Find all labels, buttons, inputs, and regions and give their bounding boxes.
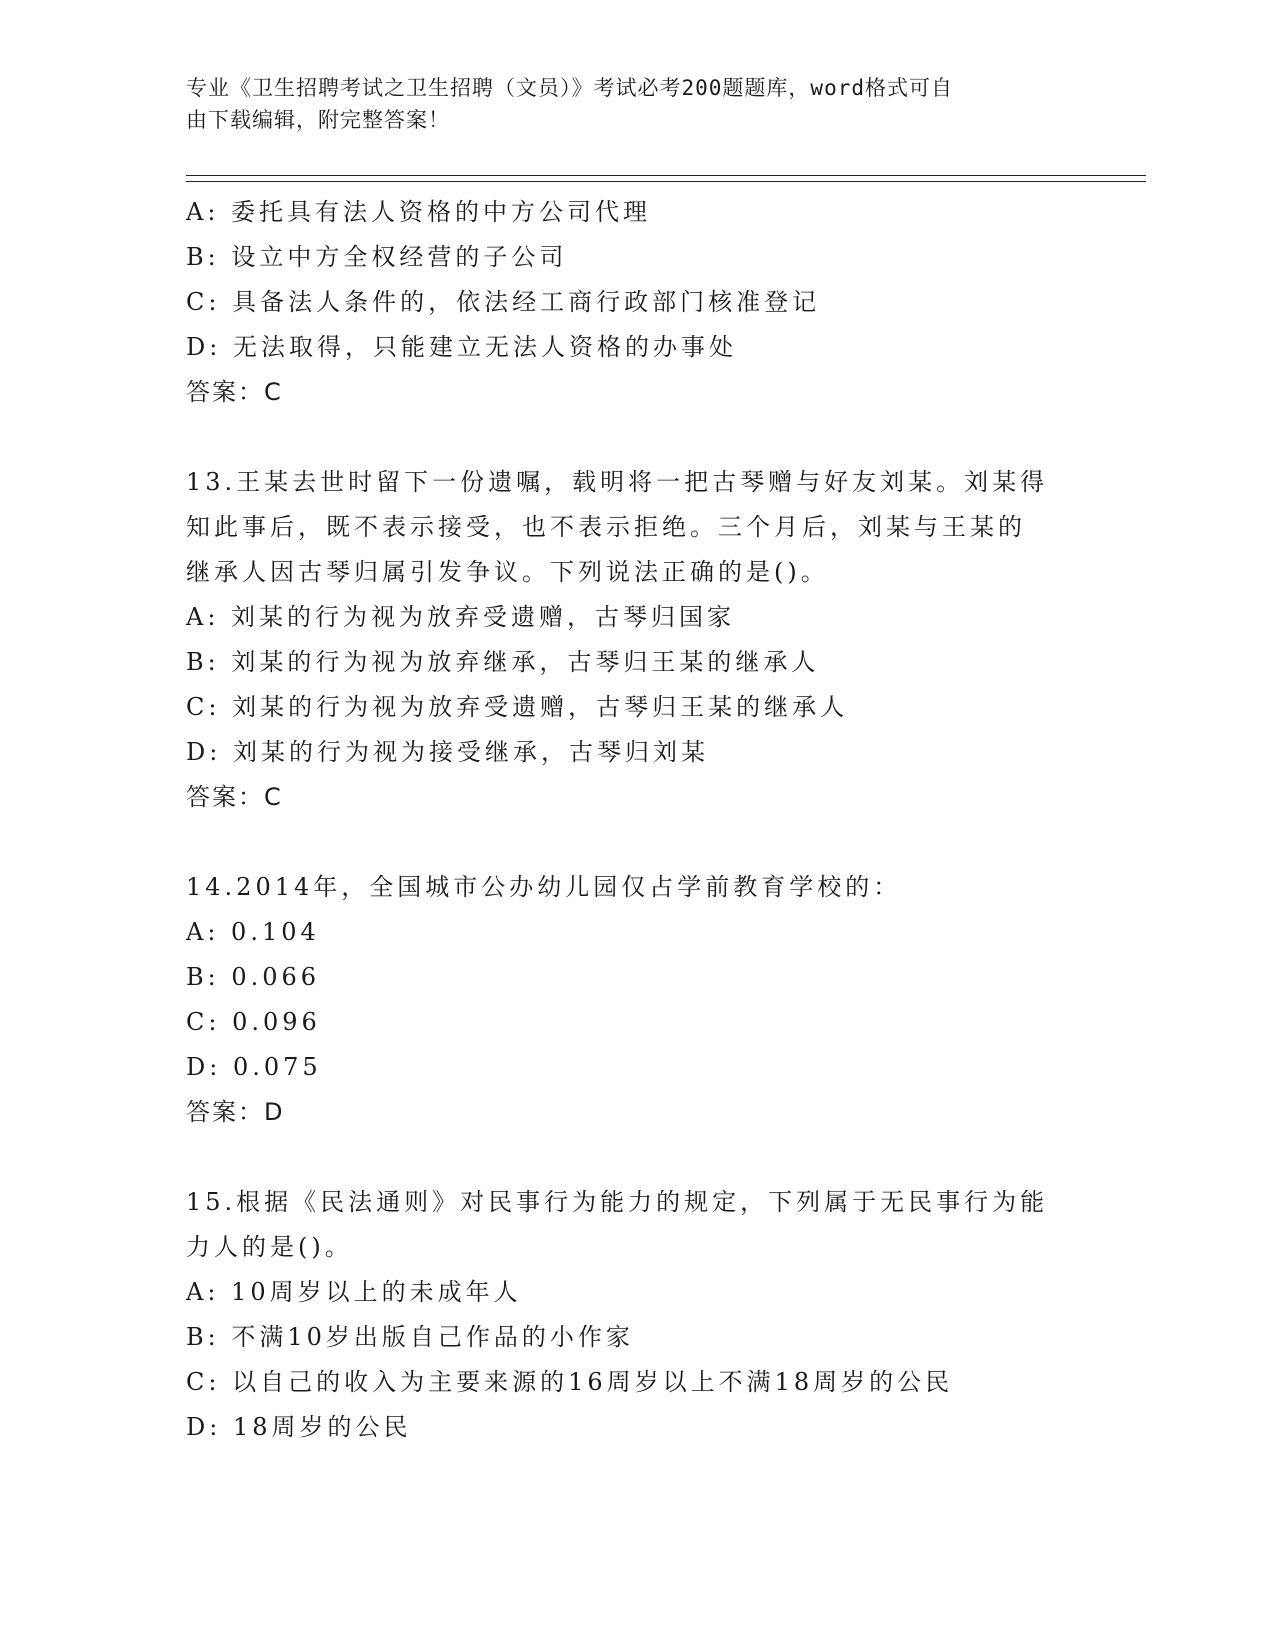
question-14	[186, 865, 1086, 1135]
option-d: D: 无法取得，只能建立无法人资格的办事处	[186, 333, 737, 361]
answer-line: 答案：C	[186, 783, 283, 811]
answer-line: 答案：C	[186, 378, 283, 406]
option-c: C: 0.096	[186, 1008, 321, 1036]
option-a: A: 刘某的行为视为放弃受遗赠，古琴归国家	[186, 603, 736, 631]
question-stem-line: 13.王某去世时留下一份遗嘱，载明将一把古琴赠与好友刘某。刘某得	[186, 468, 1049, 496]
option-a: A: 0.104	[186, 918, 320, 946]
question-stem-line: 14.2014年，全国城市公办幼儿园仅占学前教育学校的：	[186, 873, 902, 901]
question-stem-line: 15.根据《民法通则》对民事行为能力的规定，下列属于无民事行为能	[186, 1188, 1049, 1216]
header-line-2: 由下载编辑，附完整答案！	[186, 108, 450, 132]
option-b: B: 设立中方全权经营的子公司	[186, 243, 568, 271]
option-d: D: 0.075	[186, 1053, 322, 1081]
option-b: B: 刘某的行为视为放弃继承，古琴归王某的继承人	[186, 648, 820, 676]
option-a: A: 委托具有法人资格的中方公司代理	[186, 198, 652, 226]
option-a: A: 10周岁以上的未成年人	[186, 1278, 522, 1306]
header-divider-bottom	[186, 181, 1146, 182]
question-12	[186, 190, 1086, 415]
document-header	[186, 72, 1066, 136]
question-stem-line: 知此事后，既不表示接受，也不表示拒绝。三个月后，刘某与王某的	[186, 513, 1026, 541]
spacer	[186, 1135, 1086, 1180]
question-stem-line: 继承人因古琴归属引发争议。下列说法正确的是()。	[186, 558, 829, 586]
option-b: B: 不满10岁出版自己作品的小作家	[186, 1323, 634, 1351]
question-13	[186, 460, 1086, 820]
header-line-1: 专业《卫生招聘考试之卫生招聘（文员）》考试必考200题题库，word格式可自	[186, 76, 953, 100]
question-list	[186, 190, 1086, 1450]
spacer	[186, 415, 1086, 460]
question-stem-line: 力人的是()。	[186, 1233, 353, 1261]
answer-line: 答案：D	[186, 1098, 285, 1126]
option-c: C: 具备法人条件的，依法经工商行政部门核准登记	[186, 288, 821, 316]
option-b: B: 0.066	[186, 963, 321, 991]
spacer	[186, 820, 1086, 865]
option-d: D: 刘某的行为视为接受继承，古琴归刘某	[186, 738, 709, 766]
question-15	[186, 1180, 1086, 1450]
option-d: D: 18周岁的公民	[186, 1413, 412, 1441]
header-divider-top	[186, 175, 1146, 176]
option-c: C: 刘某的行为视为放弃受遗赠，古琴归王某的继承人	[186, 693, 849, 721]
option-c: C: 以自己的收入为主要来源的16周岁以上不满18周岁的公民	[186, 1368, 954, 1396]
